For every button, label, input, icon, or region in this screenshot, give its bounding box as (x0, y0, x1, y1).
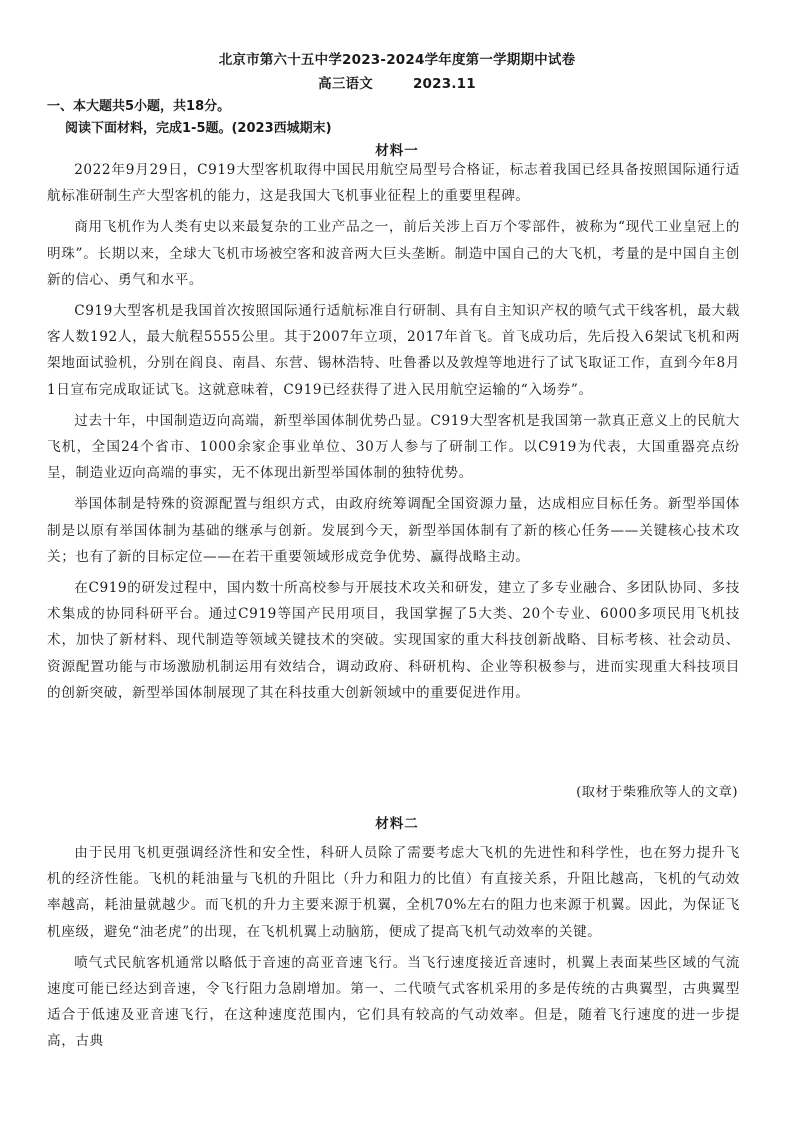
paragraph: 举国体制是特殊的资源配置与组织方式，由政府统筹调配全国资源力量，达成相应目标任务。新型举国体制是以原有举国体制为基础的继承与创新。发展到今天，新型举国体制有了新的核心任务——关键核心技术攻关；也有了新的目标定位——在若干重要领域形成竞争优势、赢得战略主动。 (47, 496, 740, 565)
paragraph: C919大型客机是我国首次按照国际通行适航标准自行研制、具有自主知识产权的喷气式干线客机，最大载客人数192人，最大航程5555公里。其于2007年立项，2017年首飞。首飞成功后，先后投入6架试飞机和两架地面试验机，分别在阎良、南昌、东营、锡林浩特、吐鲁番以及敦煌等地进行了试飞取证工作，直到今年8月1日宣布完成取证试飞。这就意味着，C919已经获得了进入民用航空运输的“入场券”。 (47, 303, 740, 398)
material-1-source: (取材于柴雅欣等人的文章) (576, 785, 738, 800)
material-1-label: 材料一 (375, 143, 419, 159)
paragraph: 2022年9月29日，C919大型客机取得中国民用航空局型号合格证，标志着我国已经具备按照国际通行适航标准研制生产大型客机的能力，这是我国大飞机事业征程上的重要里程碑。 (47, 162, 740, 205)
paragraph: 在C919的研发过程中，国内数十所高校参与开展技术攻关和研发，建立了多专业融合、多团队协同、多技术集成的协同科研平台。通过C919等国产民用项目，我国掌握了5大类、20个专业、6000多项民用飞机技术，加快了新材料、现代制造等领域关键技术的突破。实现国家的重大科技创新战略、目标考核、社会动员、资源配置功能与市场激励机制运用有效结合，调动政府、科研机构、企业等积极参与，进而实现重大科技项目的创新突破，新型举国体制展现了其在科技重大创新领域中的重要促进作用。 (47, 580, 740, 701)
section-heading: 一、本大题共5小题，共18分。 (47, 99, 231, 114)
paragraph: 过去十年，中国制造迈向高端，新型举国体制优势凸显。C919大型客机是我国第一款真正意义上的民航大飞机，全国24个省市、1000余家企事业单位、30万人参与了研制工作。以C919为代表，大国重器亮点纷呈，制造业迈向高端的事实，无不体现出新型举国体制的独特优势。 (47, 412, 740, 482)
paragraph: 商用飞机作为人类有史以来最复杂的工业产品之一，前后关涉上百万个零部件，被称为“现代工业皇冠上的明珠”。长期以来，全球大飞机市场被空客和波音两大巨头垄断。制造中国自己的大飞机，考量的是中国自主创新的信心、勇气和水平。 (47, 219, 740, 288)
material-2-label: 材料二 (375, 816, 419, 832)
paragraph: 由于民用飞机更强调经济性和安全性，科研人员除了需要考虑大飞机的先进性和科学性，也在努力提升飞机的经济性能。飞机的耗油量与飞机的升阻比（升力和阻力的比值）有直接关系，升阻比越高，飞机的气动效率越高，耗油量就越少。而飞机的升力主要来源于机翼，全机70%左右的阻力也来源于机翼。因此，为保证飞机座级，避免“油老虎”的出现，在飞机机翼上动脑筋，便成了提高飞机气动效率的关键。 (47, 845, 740, 940)
exam-subtitle (0, 72, 794, 92)
exam-title: 北京市第六十五中学2023-2024学年度第一学期期中试卷 (218, 52, 576, 68)
material-1-body (47, 157, 740, 711)
exam-date: 2023.11 (412, 76, 476, 92)
paragraph: 喷气式民航客机通常以略低于音速的高亚音速飞行。当飞行速度接近音速时，机翼上表面某些区域的气流速度可能已经达到音速，令飞行阻力急剧增加。第一、二代喷气式客机采用的多是传统的古典翼型，古典翼型适合于低速及亚音速飞行，在这种速度范围内，它们具有较高的气动效率。但是，随着飞行速度的进一步提高，古典 (47, 954, 740, 1050)
material-2-body (47, 840, 740, 1060)
section-instruction: 阅读下面材料，完成1-5题。(2023西城期末) (65, 121, 332, 136)
subject-label: 高三语文 (318, 76, 373, 92)
